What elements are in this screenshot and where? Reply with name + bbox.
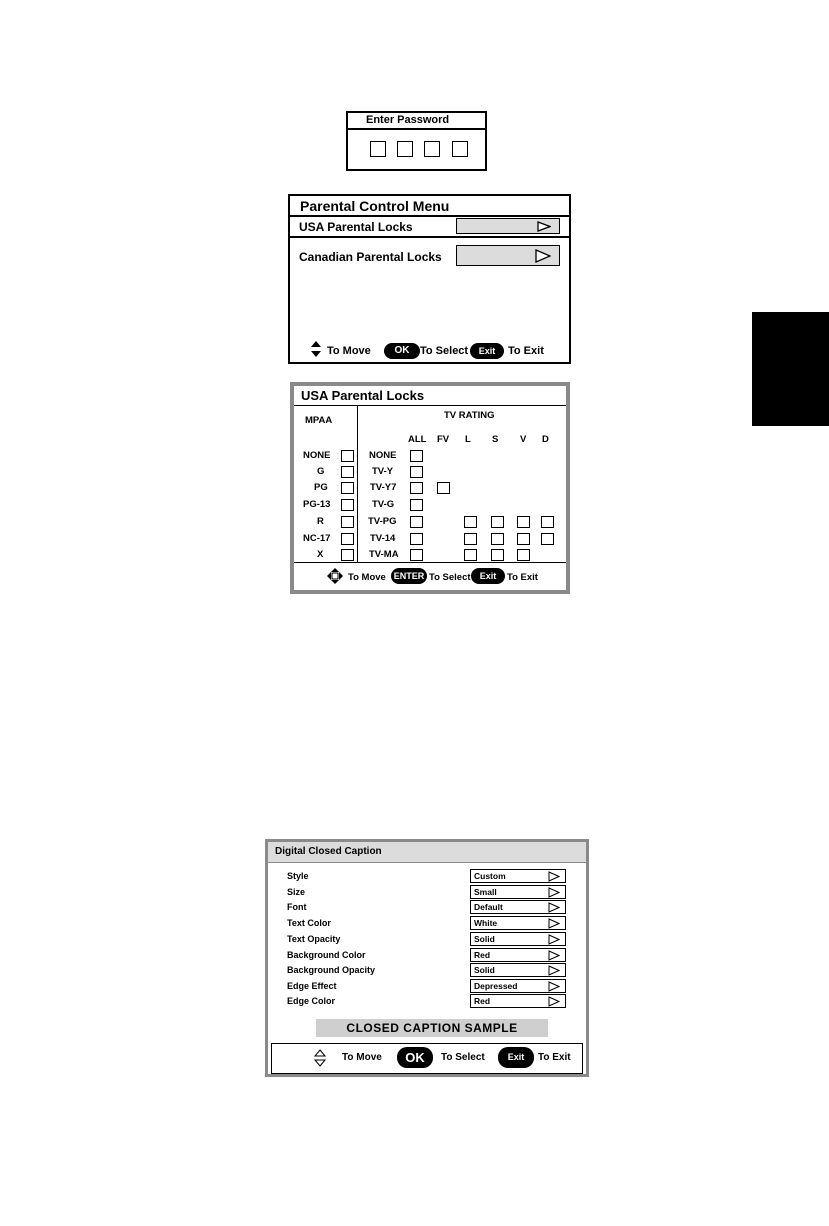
caption-sample-preview	[316, 1019, 548, 1037]
setting-label-edge-color: Edge Color	[287, 996, 336, 1006]
exit-button[interactable]: Exit	[470, 343, 504, 359]
menu-item-usa-label: USA Parental Locks	[299, 220, 413, 234]
setting-label-font: Font	[287, 902, 307, 912]
setting-value: Red	[474, 996, 491, 1006]
setting-background-color[interactable]	[470, 948, 566, 962]
setting-label-edge-effect: Edge Effect	[287, 981, 337, 991]
setting-value: Default	[474, 902, 503, 912]
four-way-arrow-icon	[327, 568, 343, 584]
setting-size[interactable]	[470, 885, 566, 899]
mpaa-checkbox-pg[interactable]	[341, 482, 354, 494]
setting-label-background-opacity: Background Opacity	[287, 965, 376, 975]
setting-edge-effect[interactable]	[470, 979, 566, 993]
arrow-right-icon	[537, 221, 551, 232]
enter-button[interactable]: ENTER	[391, 568, 427, 584]
caption-title: Digital Closed Caption	[275, 846, 382, 857]
tv-checkbox-tvy-all[interactable]	[410, 466, 423, 478]
arrow-right-icon	[548, 902, 560, 913]
footer-move-text: To Move	[327, 345, 371, 357]
setting-edge-color[interactable]	[470, 994, 566, 1008]
mpaa-checkbox-r[interactable]	[341, 516, 354, 528]
password-dialog	[346, 111, 487, 171]
menu-item-canadian-parental-locks[interactable]	[456, 245, 560, 266]
tv-checkbox-tvy7-fv[interactable]	[437, 482, 450, 494]
column-header-s: S	[492, 434, 499, 445]
setting-label-background-color: Background Color	[287, 950, 366, 960]
tv-checkbox-tvma-l[interactable]	[464, 549, 477, 561]
mpaa-label: PG	[314, 482, 328, 493]
password-title: Enter Password	[366, 114, 450, 126]
usa-locks-title: USA Parental Locks	[301, 388, 425, 403]
setting-value: Red	[474, 950, 491, 960]
setting-value: Small	[474, 887, 497, 897]
column-header-v: V	[520, 434, 527, 445]
mpaa-label: R	[317, 516, 324, 527]
tv-checkbox-tv14-all[interactable]	[410, 533, 423, 545]
tv-rating-label: TV-14	[370, 533, 396, 544]
tv-checkbox-tvma-s[interactable]	[491, 549, 504, 561]
column-header-all: ALL	[408, 434, 427, 445]
caption-title-bar	[268, 842, 586, 863]
tv-rating-header: TV RATING	[444, 410, 495, 421]
parental-menu-title: Parental Control Menu	[300, 198, 450, 214]
mpaa-checkbox-x[interactable]	[341, 549, 354, 561]
tv-checkbox-tvpg-v[interactable]	[517, 516, 530, 528]
usa-parental-locks-panel	[290, 382, 570, 594]
digital-closed-caption-panel	[265, 839, 589, 1077]
setting-text-color[interactable]	[470, 916, 566, 930]
mpaa-checkbox-g[interactable]	[341, 466, 354, 478]
setting-font[interactable]	[470, 900, 566, 914]
password-header	[348, 113, 485, 130]
tv-rating-label: TV-G	[372, 499, 395, 510]
parental-control-menu	[288, 194, 571, 364]
tv-checkbox-tv14-d[interactable]	[541, 533, 554, 545]
tv-checkbox-tvg-all[interactable]	[410, 499, 423, 511]
mpaa-label: NONE	[303, 450, 331, 461]
mpaa-label: G	[317, 466, 325, 477]
ok-button[interactable]: OK	[384, 343, 420, 359]
menu-item-usa-parental-locks[interactable]	[456, 218, 560, 234]
column-header-l: L	[465, 434, 471, 445]
mpaa-checkbox-nc17[interactable]	[341, 533, 354, 545]
setting-text-opacity[interactable]	[470, 932, 566, 946]
mpaa-header: MPAA	[305, 415, 333, 426]
tv-checkbox-tv14-v[interactable]	[517, 533, 530, 545]
footer-exit-text: To Exit	[538, 1052, 571, 1063]
caption-footer	[271, 1043, 583, 1074]
mpaa-checkbox-pg13[interactable]	[341, 499, 354, 511]
tv-checkbox-tvy7-all[interactable]	[410, 482, 423, 494]
footer-move-text: To Move	[342, 1052, 382, 1063]
arrow-right-icon	[535, 249, 551, 263]
tv-rating-label: TV-Y7	[370, 482, 397, 493]
arrow-right-icon	[548, 934, 560, 945]
footer-exit-text: To Exit	[507, 572, 538, 583]
tv-checkbox-tvma-v[interactable]	[517, 549, 530, 561]
arrow-right-icon	[548, 871, 560, 882]
tv-checkbox-tvma-all[interactable]	[410, 549, 423, 561]
tv-checkbox-tvpg-d[interactable]	[541, 516, 554, 528]
up-down-arrow-icon	[310, 341, 322, 357]
setting-value: White	[474, 918, 498, 928]
arrow-right-icon	[548, 981, 560, 992]
column-header-d: D	[542, 434, 549, 445]
arrow-right-icon	[548, 965, 560, 976]
setting-style[interactable]	[470, 869, 566, 883]
tv-rating-label: TV-Y	[372, 466, 394, 477]
mpaa-label: NC-17	[303, 533, 331, 544]
footer-move-text: To Move	[348, 572, 386, 583]
menu-item-canadian-label: Canadian Parental Locks	[299, 250, 442, 264]
divider	[294, 405, 566, 406]
column-header-fv: FV	[437, 434, 450, 445]
setting-value: Solid	[474, 965, 495, 975]
tv-checkbox-tv14-s[interactable]	[491, 533, 504, 545]
mpaa-label: PG-13	[303, 499, 331, 510]
password-digit-4[interactable]	[452, 141, 468, 157]
tv-rating-label: TV-PG	[368, 516, 397, 527]
divider	[294, 562, 566, 563]
ok-button[interactable]: OK	[397, 1047, 433, 1068]
divider	[290, 215, 569, 217]
exit-button[interactable]: Exit	[498, 1047, 534, 1068]
tv-checkbox-tvpg-l[interactable]	[464, 516, 477, 528]
password-digit-2[interactable]	[397, 141, 413, 157]
chapter-tab	[752, 312, 829, 426]
mpaa-label: X	[317, 549, 324, 560]
setting-label-text-color: Text Color	[287, 918, 331, 928]
mpaa-checkbox-none[interactable]	[341, 450, 354, 462]
up-down-arrow-icon	[314, 1049, 326, 1067]
setting-label-text-opacity: Text Opacity	[287, 934, 341, 944]
exit-button[interactable]: Exit	[471, 568, 505, 584]
divider	[357, 406, 358, 562]
password-digit-1[interactable]	[370, 141, 386, 157]
setting-background-opacity[interactable]	[470, 963, 566, 977]
caption-sample-text: CLOSED CAPTION SAMPLE	[346, 1021, 518, 1035]
setting-value: Solid	[474, 934, 495, 944]
arrow-right-icon	[548, 918, 560, 929]
tv-checkbox-tvpg-s[interactable]	[491, 516, 504, 528]
footer-exit-text: To Exit	[508, 345, 544, 357]
tv-rating-label: TV-MA	[369, 549, 399, 560]
footer-select-text: To Select	[420, 345, 469, 357]
setting-label-size: Size	[287, 887, 306, 897]
tv-checkbox-none-all[interactable]	[410, 450, 423, 462]
setting-value: Depressed	[474, 981, 518, 991]
setting-value: Custom	[474, 871, 506, 881]
tv-rating-label: NONE	[369, 450, 397, 461]
arrow-right-icon	[548, 887, 560, 898]
footer-select-text: To Select	[429, 572, 471, 583]
footer-select-text: To Select	[441, 1052, 485, 1063]
tv-checkbox-tv14-l[interactable]	[464, 533, 477, 545]
password-digit-3[interactable]	[424, 141, 440, 157]
setting-label-style: Style	[287, 871, 309, 881]
arrow-right-icon	[548, 996, 560, 1007]
tv-checkbox-tvpg-all[interactable]	[410, 516, 423, 528]
arrow-right-icon	[548, 950, 560, 961]
divider	[290, 236, 569, 238]
